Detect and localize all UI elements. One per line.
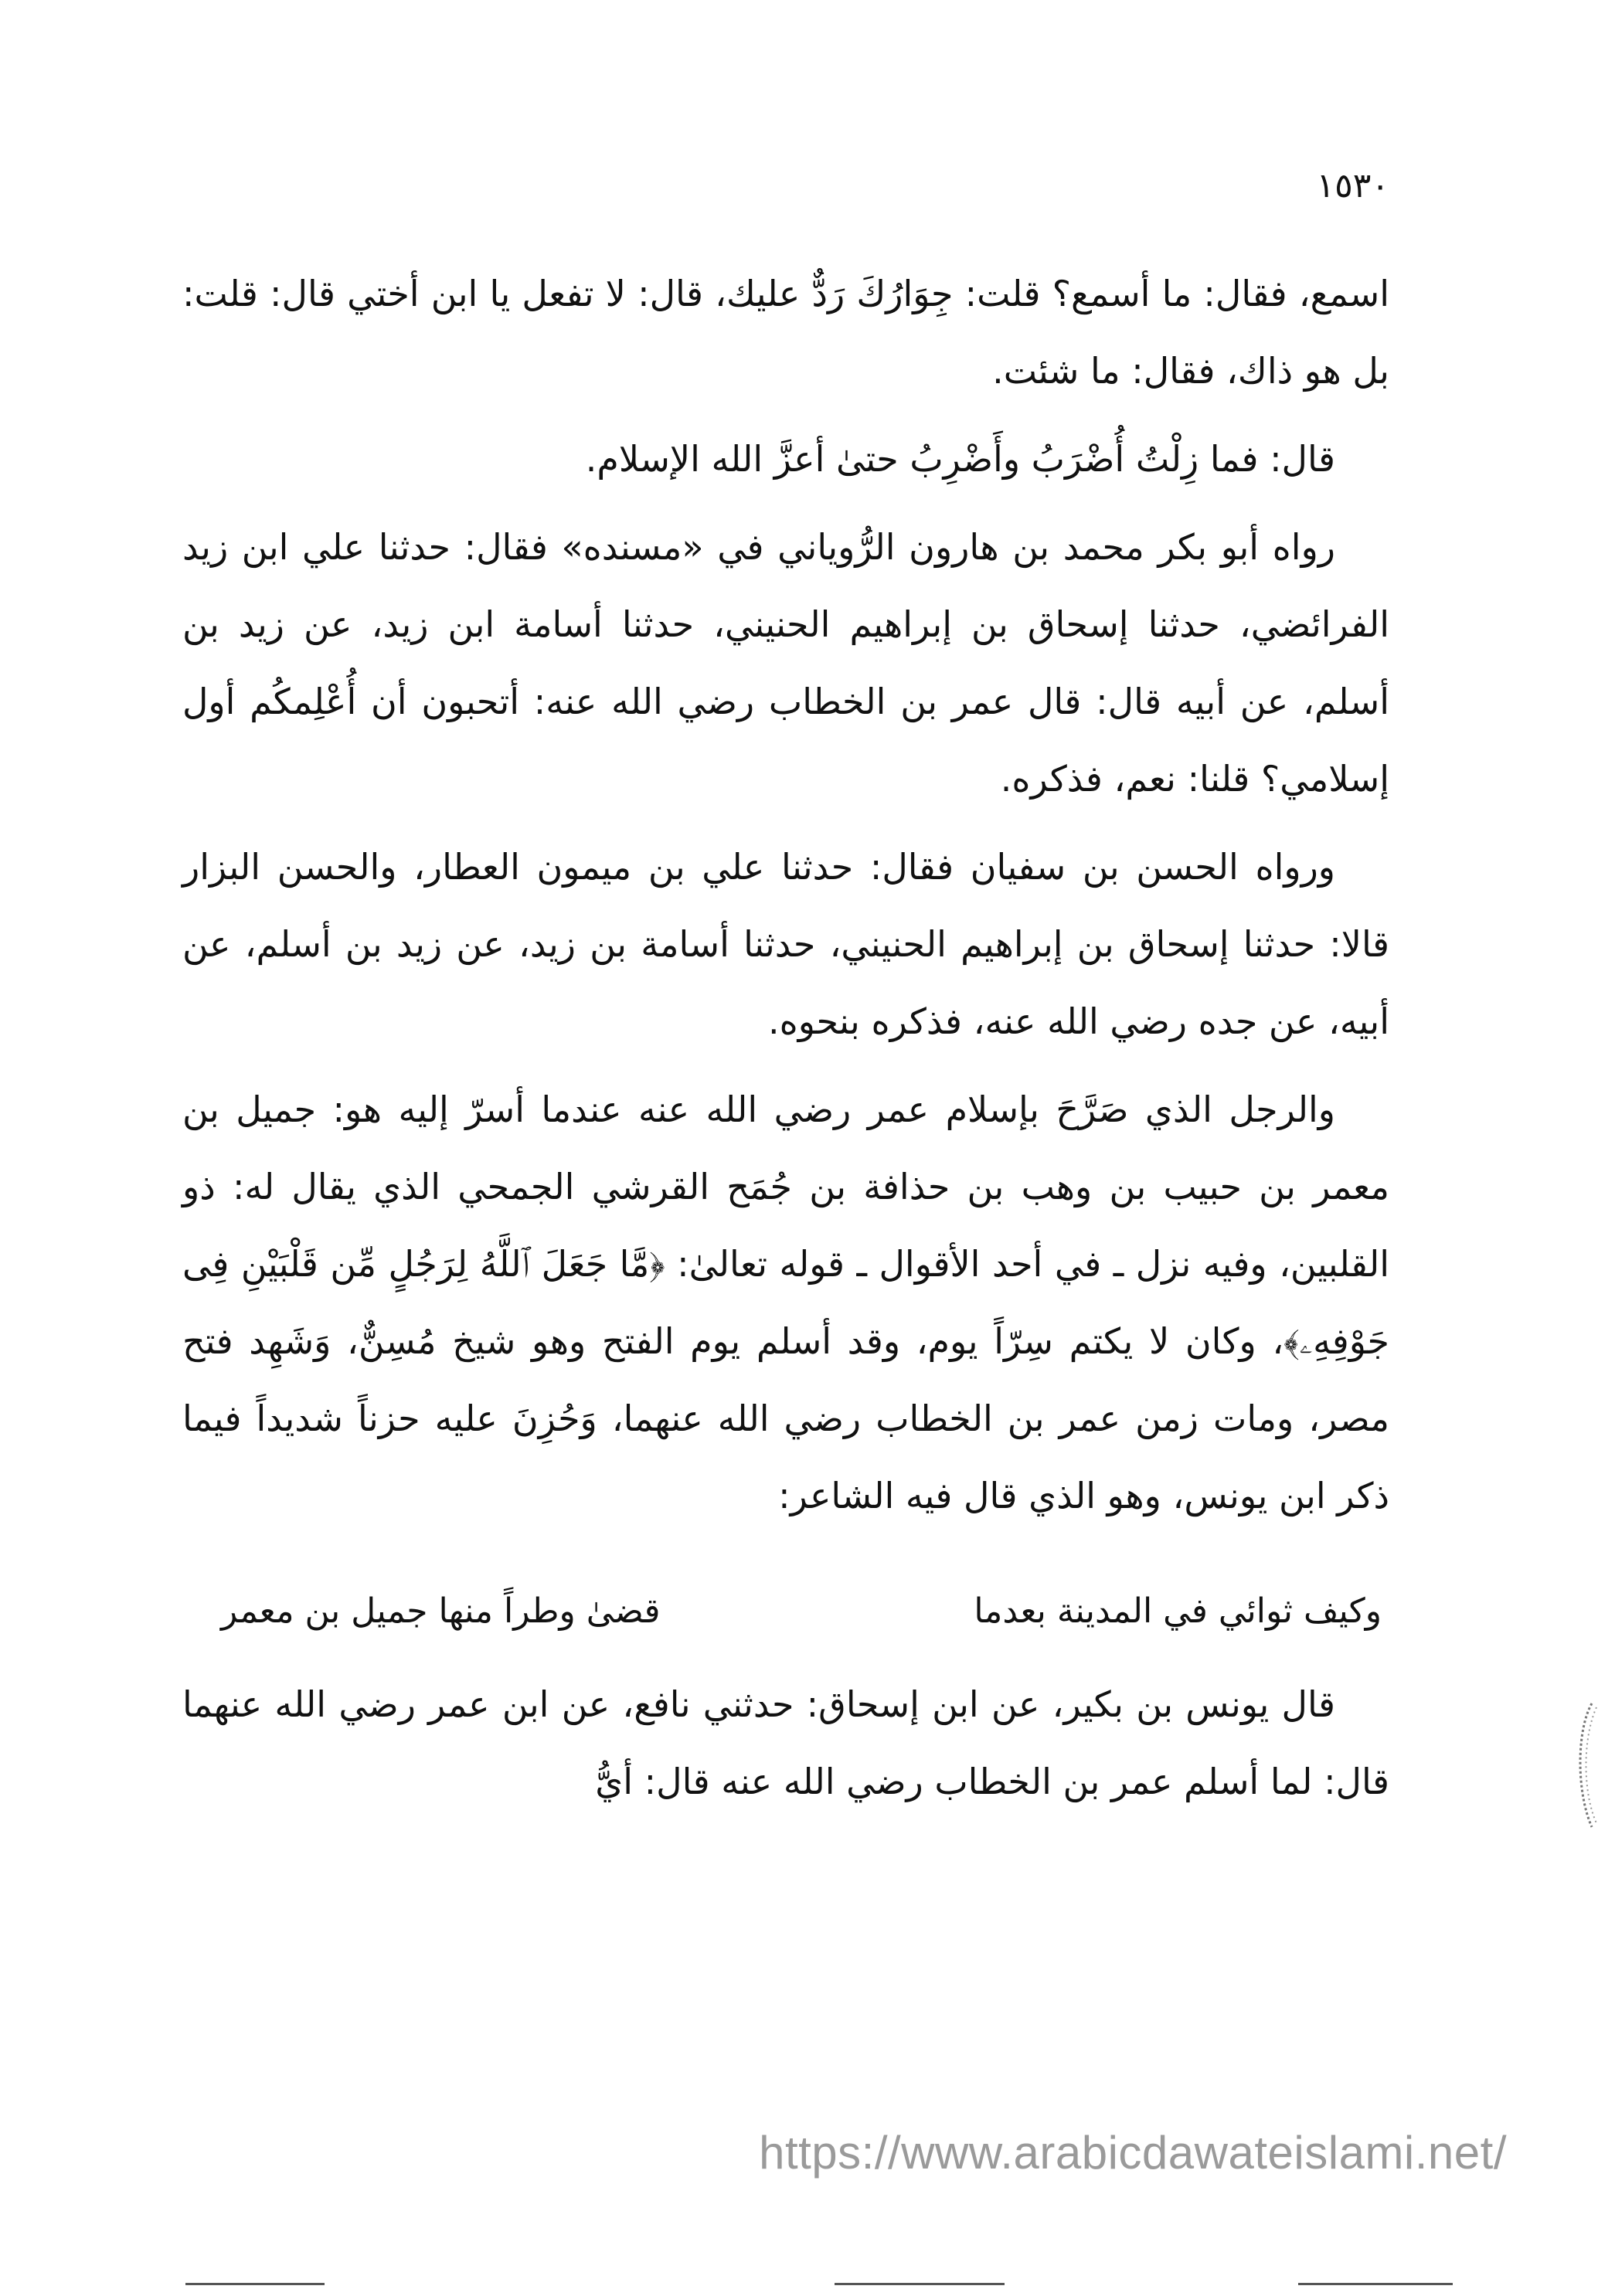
paragraph-5: والرجل الذي صَرَّحَ بإسلام عمر رضي الله عنه عندما أسرّ إليه هو: جميل بن معمر بن حبيب بن وهب بن حذافة بن جُمَح القرشي الجمحي الذي يقال له: ذو القلبين، وفيه نزل ـ في أحد الأقوال ـ قوله تعالىٰ: ﴿مَّا جَعَلَ ٱللَّهُ لِرَجُلٍ مِّن قَلْبَيْنِ فِى جَوْفِهِۦ﴾، وكان لا يكتم سِرّاً يوم، وقد أسلم يوم الفتح وهو شيخ مُسِنٌّ، وَشَهِد فتح مصر، ومات زمن عمر بن الخطاب رضي الله عنهما، وَحُزِنَ عليه حزناً شديداً فيما ذكر ابن يونس، وهو الذي قال فيه الشاعر:: [182, 1089, 1389, 1517]
paragraph-4: ورواه الحسن بن سفيان فقال: حدثنا علي بن ميمون العطار، والحسن البزار قالا: حدثنا إسحاق بن إبراهيم الحنيني، حدثنا أسامة بن زيد، عن زيد بن أسلم، عن أبيه، عن جده رضي الله عنه، فذكره بنحوه.: [182, 846, 1389, 1042]
scan-bottom-rule-1: [185, 2283, 325, 2285]
poem-verse: [182, 1573, 1389, 1650]
scan-edge-mark: [1569, 1700, 1600, 1831]
paragraph-3: رواه أبو بكر محمد بن هارون الرُّوياني في «مسنده» فقال: حدثنا علي ابن زيد الفرائضي، حدثنا إسحاق بن إبراهيم الحنيني، حدثنا أسامة ابن زيد، عن زيد بن أسلم، عن أبيه قال: قال عمر بن الخطاب رضي الله عنه: أتحبون أن أُعْلِمكُم أول إسلامي؟ قلنا: نعم، فذكره.: [182, 526, 1389, 800]
verse-first-hemistich: وكيف ثوائي في المدينة بعدما: [974, 1591, 1382, 1631]
scan-bottom-rule-2: [835, 2283, 1005, 2285]
paragraph-6: قال يونس بن بكير، عن ابن إسحاق: حدثني نافع، عن ابن عمر رضي الله عنهما قال: لما أسلم عمر بن الخطاب رضي الله عنه قال: أيُّ: [182, 1683, 1389, 1802]
paragraph-2: قال: فما زِلْتُ أُضْرَبُ وأَضْرِبُ حتىٰ أعزَّ الله الإسلام.: [585, 438, 1335, 480]
paragraph-1: اسمع، فقال: ما أسمع؟ قلت: جِوَارُكَ رَدٌّ عليك، قال: لا تفعل يا ابن أختي قال: قلت: بل هو ذاك، فقال: ما شئت.: [182, 273, 1389, 392]
page-number: ١٥٣٠: [1316, 166, 1389, 205]
scan-bottom-rule-3: [1298, 2283, 1453, 2285]
page-body: [182, 255, 1389, 1820]
verse-second-hemistich: قضىٰ وطراً منها جميل بن معمر: [221, 1591, 661, 1631]
source-url-watermark: https://www.arabicdawateislami.net/: [759, 2127, 1507, 2179]
